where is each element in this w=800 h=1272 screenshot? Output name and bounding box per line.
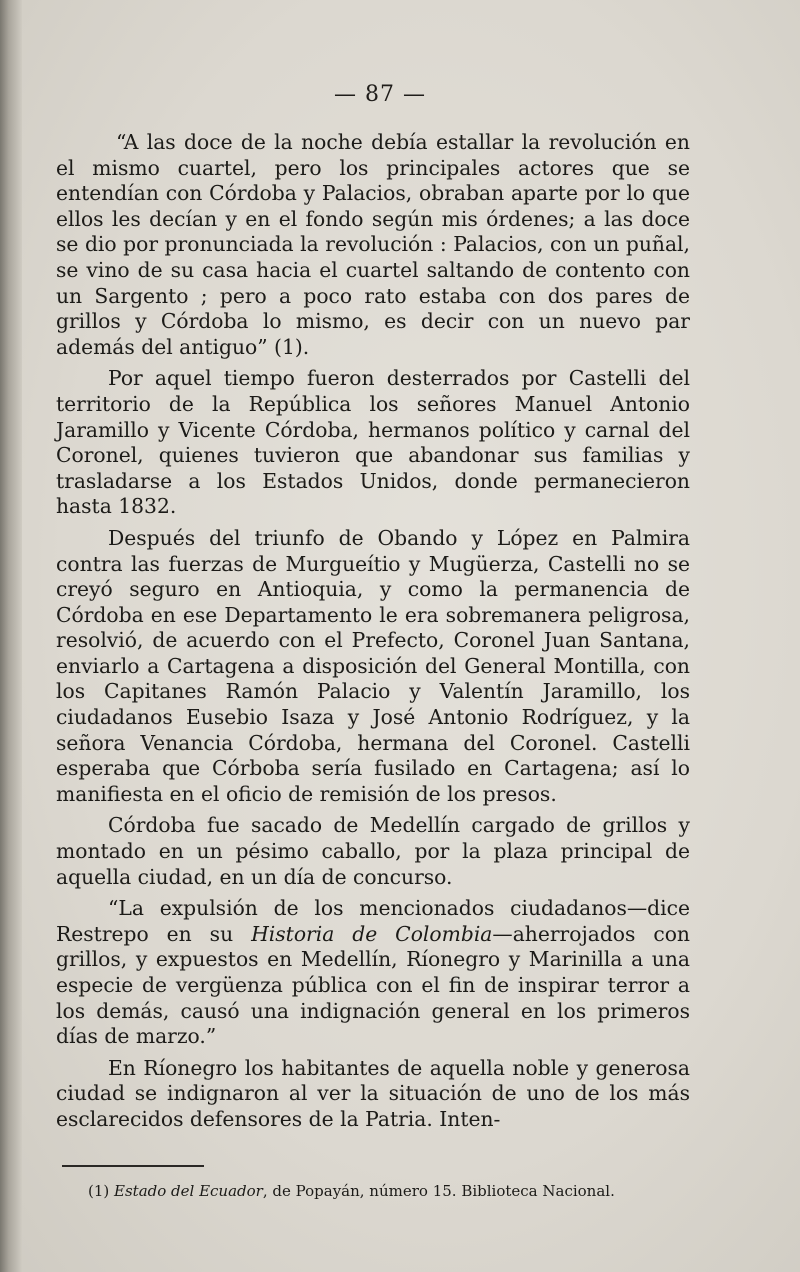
footnote-title: Estado del Ecuador [114,1182,263,1200]
footnote [88,1182,698,1200]
quote-after: —aherrojados con grillos, y expuestos en Medellín, Ríonegro y Marinilla a una especie de vergüenza pública con el fin de inspirar terror a los demás, causó una indignación general en los primeros días de marzo.” [56,921,690,1049]
body-text [56,130,690,1139]
paragraph-6: En Ríonegro los habitantes de aquella noble y generosa ciudad se indignaron al ver la situación de uno de los más esclarecidos defensores de la Patria. Inten- [56,1055,690,1131]
paragraph-1: “A las doce de la noche debía estallar la revolución en el mismo cuartel, pero los principales actores que se entendían con Córdoba y Palacios, obraban aparte por lo que ellos les decían y en el fondo según mis órdenes; a las doce se dio por pronunciada la revolución : Palacios, con un puñal, se vino de su casa hacia el cuartel saltando de contento con un Sargento ; pero a poco rato estaba con dos pares de grillos y Córdoba lo mismo, es decir con un nuevo par además del antiguo” (1). [56,130,690,359]
paragraph-3: Después del triunfo de Obando y López en Palmira contra las fuerzas de Murgueítio y Mugüerza, Castelli no se creyó seguro en Antioquia, y como la permanencia de Córdoba en ese Departamento le era sobremanera peligrosa, resolvió, de acuerdo con el Prefecto, Coronel Juan Santana, enviarlo a Cartagena a disposición del General Montilla, con los Capitanes Ramón Palacio y Valentín Jaramillo, los ciudadanos Eusebio Isaza y José Antonio Rodríguez, y la señora Venancia Córdoba, hermana del Coronel. Castelli esperaba que Córboba sería fusilado en Cartagena; así lo manifiesta en el oficio de remisión de los presos. [56,525,690,806]
footnote-marker: (1) [88,1182,115,1200]
footnote-rest: , de Popayán, número 15. Biblioteca Nacional. [262,1182,615,1200]
book-title-historia: Historia de Colombia [251,921,493,946]
footnote-rule [62,1165,204,1167]
quote-before: “La expulsión de los mencionados ciudadanos—dice Restrepo en su [56,896,690,946]
paragraph-5 [56,896,690,1050]
paragraph-2: Por aquel tiempo fueron desterrados por Castelli del territorio de la República los señores Manuel Antonio Jaramillo y Vicente Córdoba, hermanos político y carnal del Coronel, quienes tuvieron que abandonar sus familias y trasladarse a los Estados Unidos, donde permanecieron hasta 1832. [56,366,690,519]
paragraph-4: Córdoba fue sacado de Medellín cargado de grillos y montado en un pésimo caballo, por la plaza principal de aquella ciudad, en un día de concurso. [56,813,690,889]
page-number: — 87 — [334,82,426,107]
book-spine-shadow [0,0,22,1272]
